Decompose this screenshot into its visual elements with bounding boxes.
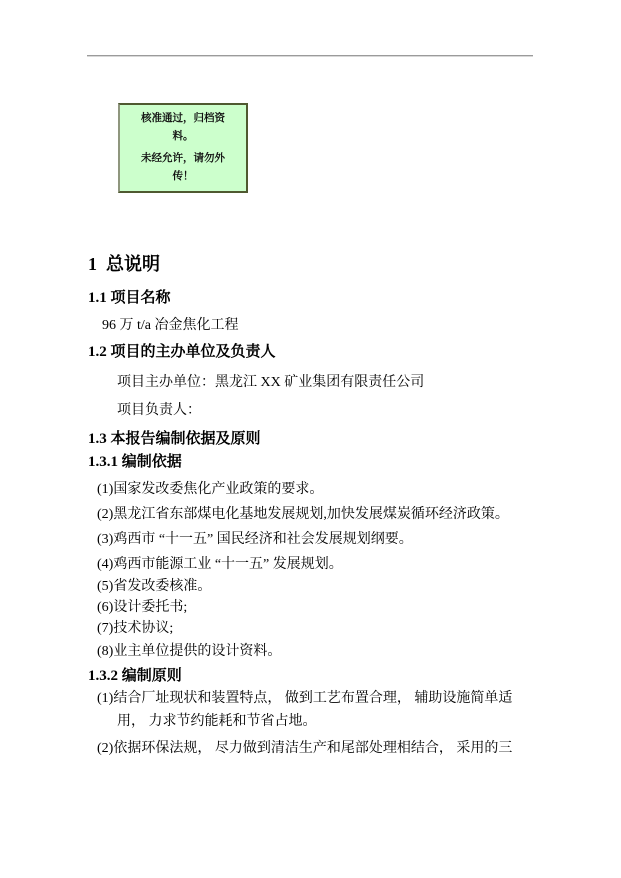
principle-item-2: (2)依据环保法规， 尽力做到清洁生产和尾部处理相结合， 采用的三 — [97, 741, 513, 756]
basis-item-2: (2)黑龙江省东部煤电化基地发展规划,加快发展煤炭循环经济政策。 — [97, 507, 509, 522]
project-name: 96 万 t/a 冶金焦化工程 — [102, 318, 239, 333]
subsection-heading-1-3-2: 1.3.2 编制原则 — [88, 668, 182, 684]
subsection-heading-1-3-1: 1.3.1 编制依据 — [88, 454, 182, 470]
section-heading-1-3: 1.3 本报告编制依据及原则 — [88, 431, 261, 447]
basis-item-5: (5)省发改委核准。 — [97, 579, 212, 594]
confidential-stamp — [118, 103, 248, 193]
basis-item-7: (7)技术协议; — [97, 621, 174, 636]
chapter-heading: 1 总说明 — [88, 254, 160, 274]
section-heading-1-2: 1.2 项目的主办单位及负责人 — [88, 344, 276, 360]
basis-item-8: (8)业主单位提供的设计资料。 — [97, 644, 282, 659]
section-heading-1-1: 1.1 项目名称 — [88, 290, 171, 306]
basis-item-4: (4)鸡西市能源工业 “十一五” 发展规划。 — [97, 557, 343, 572]
stamp-line-2: 未经允许，请勿外传！ — [141, 152, 225, 182]
principle-item-1: (1)结合厂址现状和装置特点， 做到工艺布置合理， 辅助设施简单适用， 力求节约能耗和节省占地。 — [97, 691, 513, 729]
basis-item-6: (6)设计委托书; — [97, 600, 188, 615]
header-rule — [87, 55, 533, 57]
manager-line: 项目负责人： — [117, 403, 201, 418]
basis-item-1: (1)国家发改委焦化产业政策的要求。 — [97, 482, 324, 497]
basis-item-3: (3)鸡西市 “十一五” 国民经济和社会发展规划纲要。 — [97, 532, 413, 547]
stamp-line-1: 核准通过，归档资料。 — [141, 112, 225, 142]
sponsor-line: 项目主办单位：黑龙江 XX 矿业集团有限责任公司 — [117, 375, 425, 390]
